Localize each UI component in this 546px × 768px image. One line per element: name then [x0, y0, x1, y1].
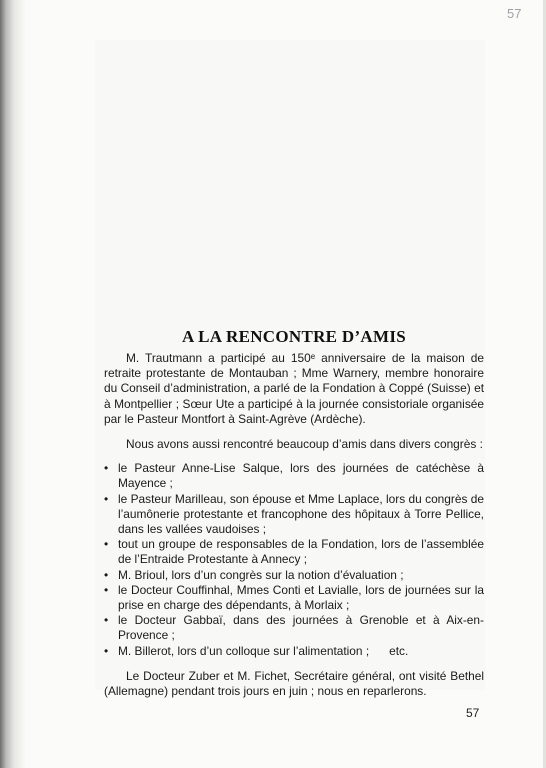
- article-body: [104, 351, 484, 699]
- paragraph-closing: Le Docteur Zuber et M. Fichet, Secrétaire général, ont visité Bethel (Allemagne) pendant trois jours en juin ; nous en reparlerons.: [104, 668, 484, 699]
- list-item-text: le Pasteur Marilleau, son épouse et Mme Laplace, lors du congrès de l’aumônerie protestante et francophone des hôpitaux à Torre Pellice, dans les vallées vaudoises ;: [118, 491, 484, 537]
- list-etc: etc.: [389, 643, 409, 658]
- binding-fold: [0, 0, 26, 768]
- list-item: [104, 583, 484, 613]
- list-item: [104, 613, 484, 643]
- list-item: [104, 461, 484, 491]
- congress-list: [104, 461, 484, 659]
- bullet-icon: •: [104, 567, 109, 582]
- page-number: 57: [466, 706, 480, 720]
- list-item-text: le Pasteur Anne-Lise Salque, lors des journées de catéchèse à Mayence ;: [118, 461, 484, 491]
- bullet-icon: •: [104, 461, 109, 476]
- bullet-icon: •: [104, 537, 109, 552]
- list-item-text: M. Brioul, lors d’un congrès sur la notion d’évaluation ;: [118, 567, 404, 582]
- top-page-number: 57: [507, 6, 522, 21]
- list-item-text: le Docteur Gabbaï, dans des journées à Grenoble et à Aix-en-Provence ;: [118, 613, 484, 643]
- paragraph-intro: M. Trautmann a participé au 150ᵉ anniversaire de la maison de retraite protestante de Montauban ; Mme Warnery, membre honoraire du Conseil d’administration, a parlé de la Fondation à Coppé (Suisse) et à Montpellier ; Sœur Ute a participé à la journée consistoriale organisée par le Pasteur Montfort à Saint-Agrève (Ardèche).: [104, 351, 484, 426]
- list-item: [104, 568, 484, 583]
- list-item-text: le Docteur Couffinhal, Mmes Conti et Lavialle, lors de journées sur la prise en charge des dépendants, à Morlaix ;: [118, 582, 484, 613]
- bullet-icon: •: [104, 643, 109, 658]
- bullet-icon: •: [104, 613, 109, 628]
- list-item-text: tout un groupe de responsables de la Fondation, lors de l’assemblée de l’Entraide Protestante à Annecy ;: [118, 537, 484, 567]
- list-item-text: M. Billerot, lors d’un colloque sur l’alimentation ;: [118, 643, 370, 658]
- bullet-icon: •: [104, 582, 109, 597]
- paragraph-congress-intro: Nous avons aussi rencontré beaucoup d’amis dans divers congrès :: [126, 437, 483, 452]
- bullet-icon: •: [104, 491, 109, 506]
- list-item: [104, 537, 484, 567]
- list-item: [104, 492, 484, 538]
- list-item: [104, 644, 484, 659]
- section-title: A LA RENCONTRE D’AMIS: [181, 327, 407, 346]
